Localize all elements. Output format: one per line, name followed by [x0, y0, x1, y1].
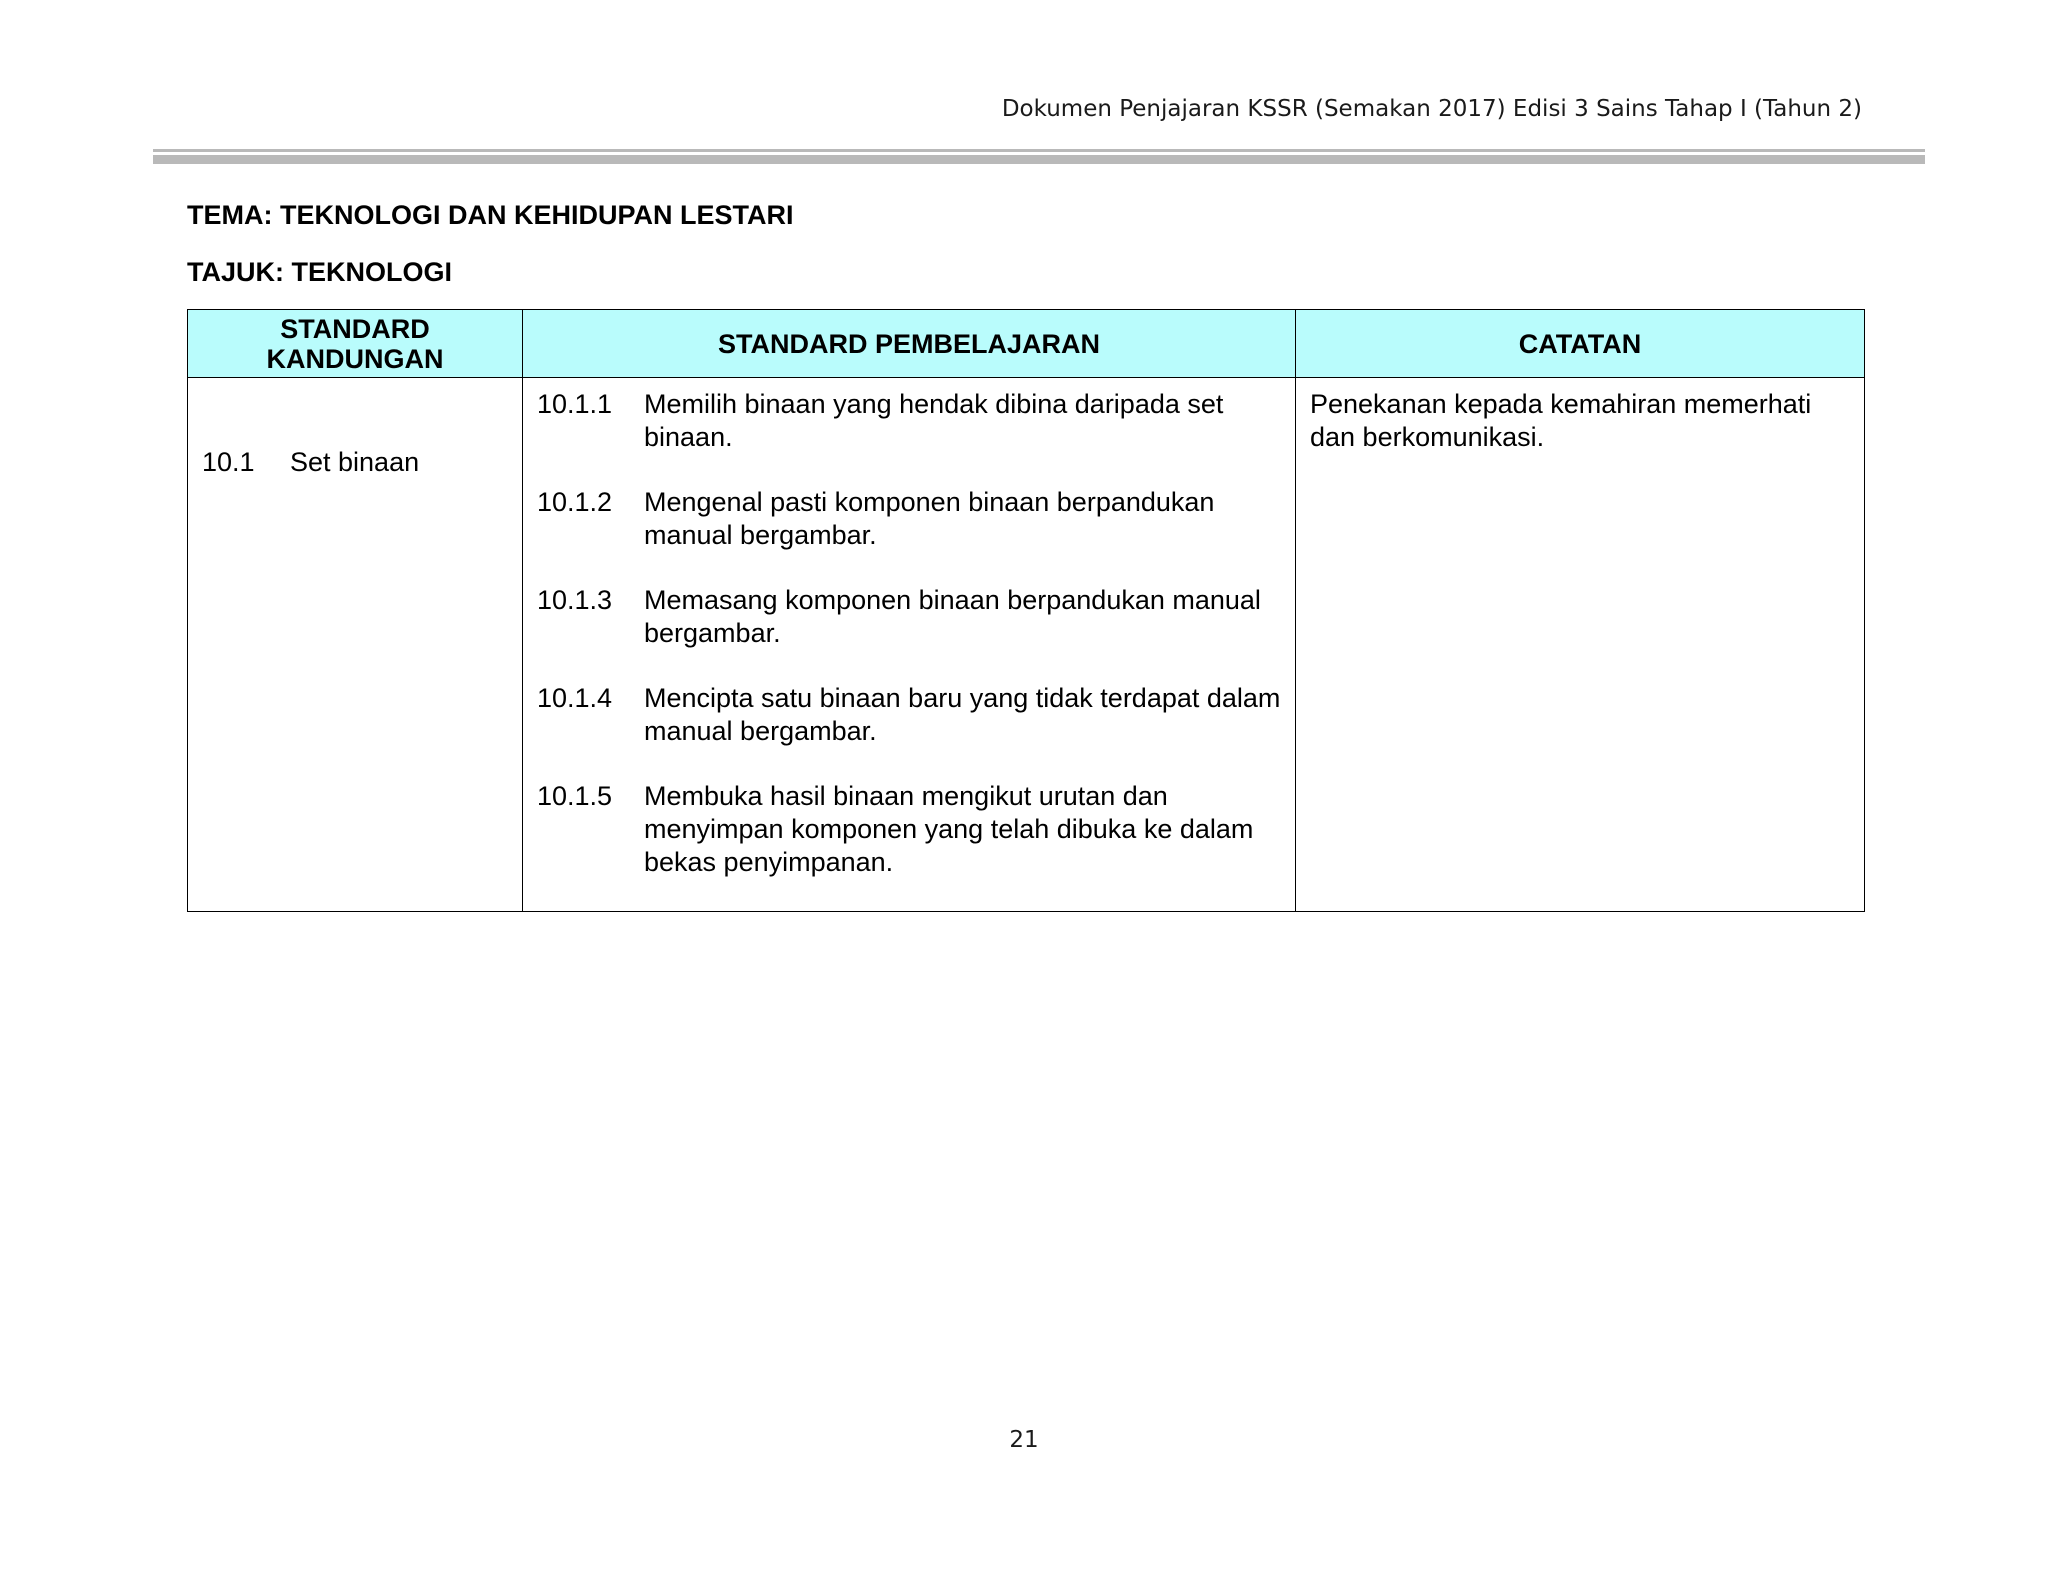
learning-standard-text: Memasang komponen binaan berpandukan manual bergambar. [644, 585, 1261, 648]
notes-text: Penekanan kepada kemahiran memerhati dan berkomunikasi. [1310, 389, 1812, 452]
notes-cell [1296, 378, 1865, 912]
topic-heading: TAJUK: TEKNOLOGI [187, 257, 452, 287]
learning-standard-list [523, 378, 1295, 879]
header-rule-thin [153, 149, 1925, 152]
running-header: Dokumen Penjajaran KSSR (Semakan 2017) Edisi 3 Sains Tahap I (Tahun 2) [1001, 96, 1862, 122]
learning-standard-cell [523, 378, 1296, 912]
learning-standard-item [537, 682, 1283, 748]
page-number: 21 [1009, 1427, 1039, 1453]
learning-standard-code: 10.1.3 [537, 585, 613, 615]
learning-standard-text: Mengenal pasti komponen binaan berpandukan manual bergambar. [644, 487, 1215, 550]
header-learning-standard: STANDARD PEMBELAJARAN [523, 310, 1296, 378]
learning-standard-code: 10.1.2 [537, 487, 613, 517]
learning-standard-code: 10.1.4 [537, 683, 613, 713]
theme-heading: TEMA: TEKNOLOGI DAN KEHIDUPAN LESTARI [187, 200, 794, 230]
header-rule-thick [153, 155, 1925, 164]
standards-table [187, 309, 1865, 912]
content-standard-code: 10.1 [202, 447, 255, 477]
content-standard-cell [188, 378, 523, 912]
learning-standard-item [537, 486, 1283, 552]
learning-standard-item [537, 388, 1283, 454]
learning-standard-code: 10.1.5 [537, 781, 613, 811]
learning-standard-code: 10.1.1 [537, 389, 613, 419]
content-standard-title: Set binaan [290, 447, 420, 477]
learning-standard-text: Mencipta satu binaan baru yang tidak terdapat dalam manual bergambar. [644, 683, 1281, 746]
header-content-standard: STANDARD KANDUNGAN [188, 310, 523, 378]
content-standard [188, 378, 522, 479]
learning-standard-text: Memilih binaan yang hendak dibina daripada set binaan. [644, 389, 1224, 452]
header-notes: CATATAN [1296, 310, 1865, 378]
learning-standard-item [537, 780, 1283, 879]
learning-standard-item [537, 584, 1283, 650]
table-header-row [188, 310, 1865, 378]
learning-standard-text: Membuka hasil binaan mengikut urutan dan menyimpan komponen yang telah dibuka ke dalam bekas penyimpanan. [644, 781, 1254, 877]
table-row [188, 378, 1865, 912]
